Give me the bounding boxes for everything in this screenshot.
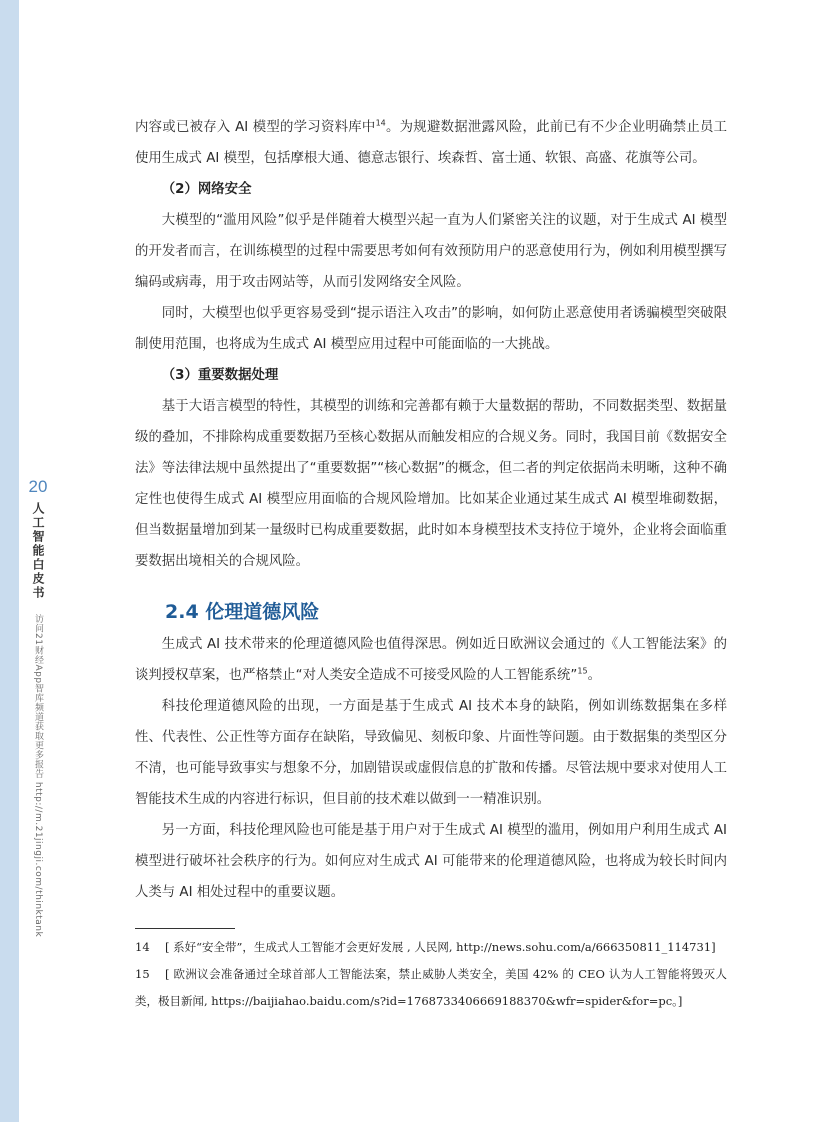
footnote-15: [135, 961, 727, 1015]
footnote-divider: [135, 928, 235, 929]
paragraph-3: 同时，大模型也似乎更容易受到“提示语注入攻击”的影响，如何防止恶意使用者诱骗模型突破限制使用范围，也将成为生成式 AI 模型应用过程中可能面临的一大挑战。: [135, 306, 727, 352]
paragraph-5-text-a: 生成式 AI 技术带来的伦理道德风险也值得深思。例如近日欧洲议会通过的《人工智能法案》的谈判授权草案，也严格禁止“对人类安全造成不可接受风险的人工智能系统”: [135, 637, 727, 683]
side-info: [27, 478, 49, 937]
subheading-network-security: （2）网络安全: [161, 182, 252, 197]
paragraph-2: 大模型的“滥用风险”似乎是伴随着大模型兴起一直为人们紧密关注的议题，对于生成式 AI 模型的开发者而言，在训练模型的过程中需要思考如何有效预防用户的恶意使用行为，例如利用模型撰写编码或病毒，用于攻击网站等，从而引发网络安全风险。: [135, 213, 727, 290]
main-content: [135, 112, 727, 908]
footnote-text: [ 欧洲议会准备通过全球首部人工智能法案，禁止威胁人类安全，美国 42% 的 CEO 认为人工智能将毁灭人类，极目新闻, https://baijiahao.baidu.com/s?id=1768733406669188370&wfr=spider&for=pc。]: [135, 967, 727, 1008]
paragraph-5-text-b: 。: [587, 668, 601, 683]
paragraph-1-text-b: 。为规避数据泄露风险，此前已有不少企业明确禁止员工使用生成式 AI 模型，包括摩根大通、德意志银行、埃森哲、富士通、软银、高盛、花旗等公司。: [135, 120, 728, 166]
footnote-number: 14: [135, 940, 150, 954]
footnote-ref-15[interactable]: 15: [577, 666, 588, 676]
promo-text: 访问21财经App智库频道获取更多报告 http://m.21jingji.com/thinktank: [33, 614, 43, 938]
series-title: 人工智能白皮书: [31, 502, 45, 600]
footnote-14: [135, 934, 727, 961]
paragraph-7: 另一方面，科技伦理风险也可能是基于用户对于生成式 AI 模型的滥用，例如用户利用生成式 AI 模型进行破坏社会秩序的行为。如何应对生成式 AI 可能带来的伦理道德风险，也将成为较长时间内人类与 AI 相处过程中的重要议题。: [135, 823, 727, 900]
footnote-ref-14[interactable]: 14: [375, 118, 386, 128]
paragraph-5: [135, 629, 727, 691]
paragraph-1: [135, 112, 727, 174]
paragraph-6: 科技伦理道德风险的出现，一方面是基于生成式 AI 技术本身的缺陷，例如训练数据集在多样性、代表性、公正性等方面存在缺陷，导致偏见、刻板印象、片面性等问题。由于数据集的类型区分不清，也可能导致事实与想象不分，加剧错误或虚假信息的扩散和传播。尽管法规中要求对使用人工智能技术生成的内容进行标识，但目前的技术难以做到一一精准识别。: [135, 699, 727, 807]
paragraph-4: 基于大语言模型的特性，其模型的训练和完善都有赖于大量数据的帮助，不同数据类型、数据量级的叠加，不排除构成重要数据乃至核心数据从而触发相应的合规义务。同时，我国目前《数据安全法》等法律法规中虽然提出了“重要数据”“核心数据”的概念，但二者的判定依据尚未明晰，这种不确定性也使得生成式 AI 模型应用面临的合规风险增加。比如某企业通过某生成式 AI 模型堆砌数据，但当数据量增加到某一量级时已构成重要数据，此时如本身模型技术支持位于境外，企业将会面临重要数据出境相关的合规风险。: [135, 399, 727, 569]
paragraph-1-text-a: 内容或已被存入 AI 模型的学习资料库中: [135, 120, 376, 135]
footnote-text: [ 系好“安全带”，生成式人工智能才会更好发展 , 人民网, http://news.sohu.com/a/666350811_114731]: [165, 940, 716, 954]
footnote-number: 15: [135, 967, 150, 981]
subheading-important-data: （3）重要数据处理: [161, 368, 279, 383]
section-title: 2.4 伦理道德风险: [165, 601, 320, 623]
left-margin-band: [0, 0, 19, 1122]
footnotes: [135, 934, 727, 1015]
page-number: 20: [28, 477, 48, 496]
